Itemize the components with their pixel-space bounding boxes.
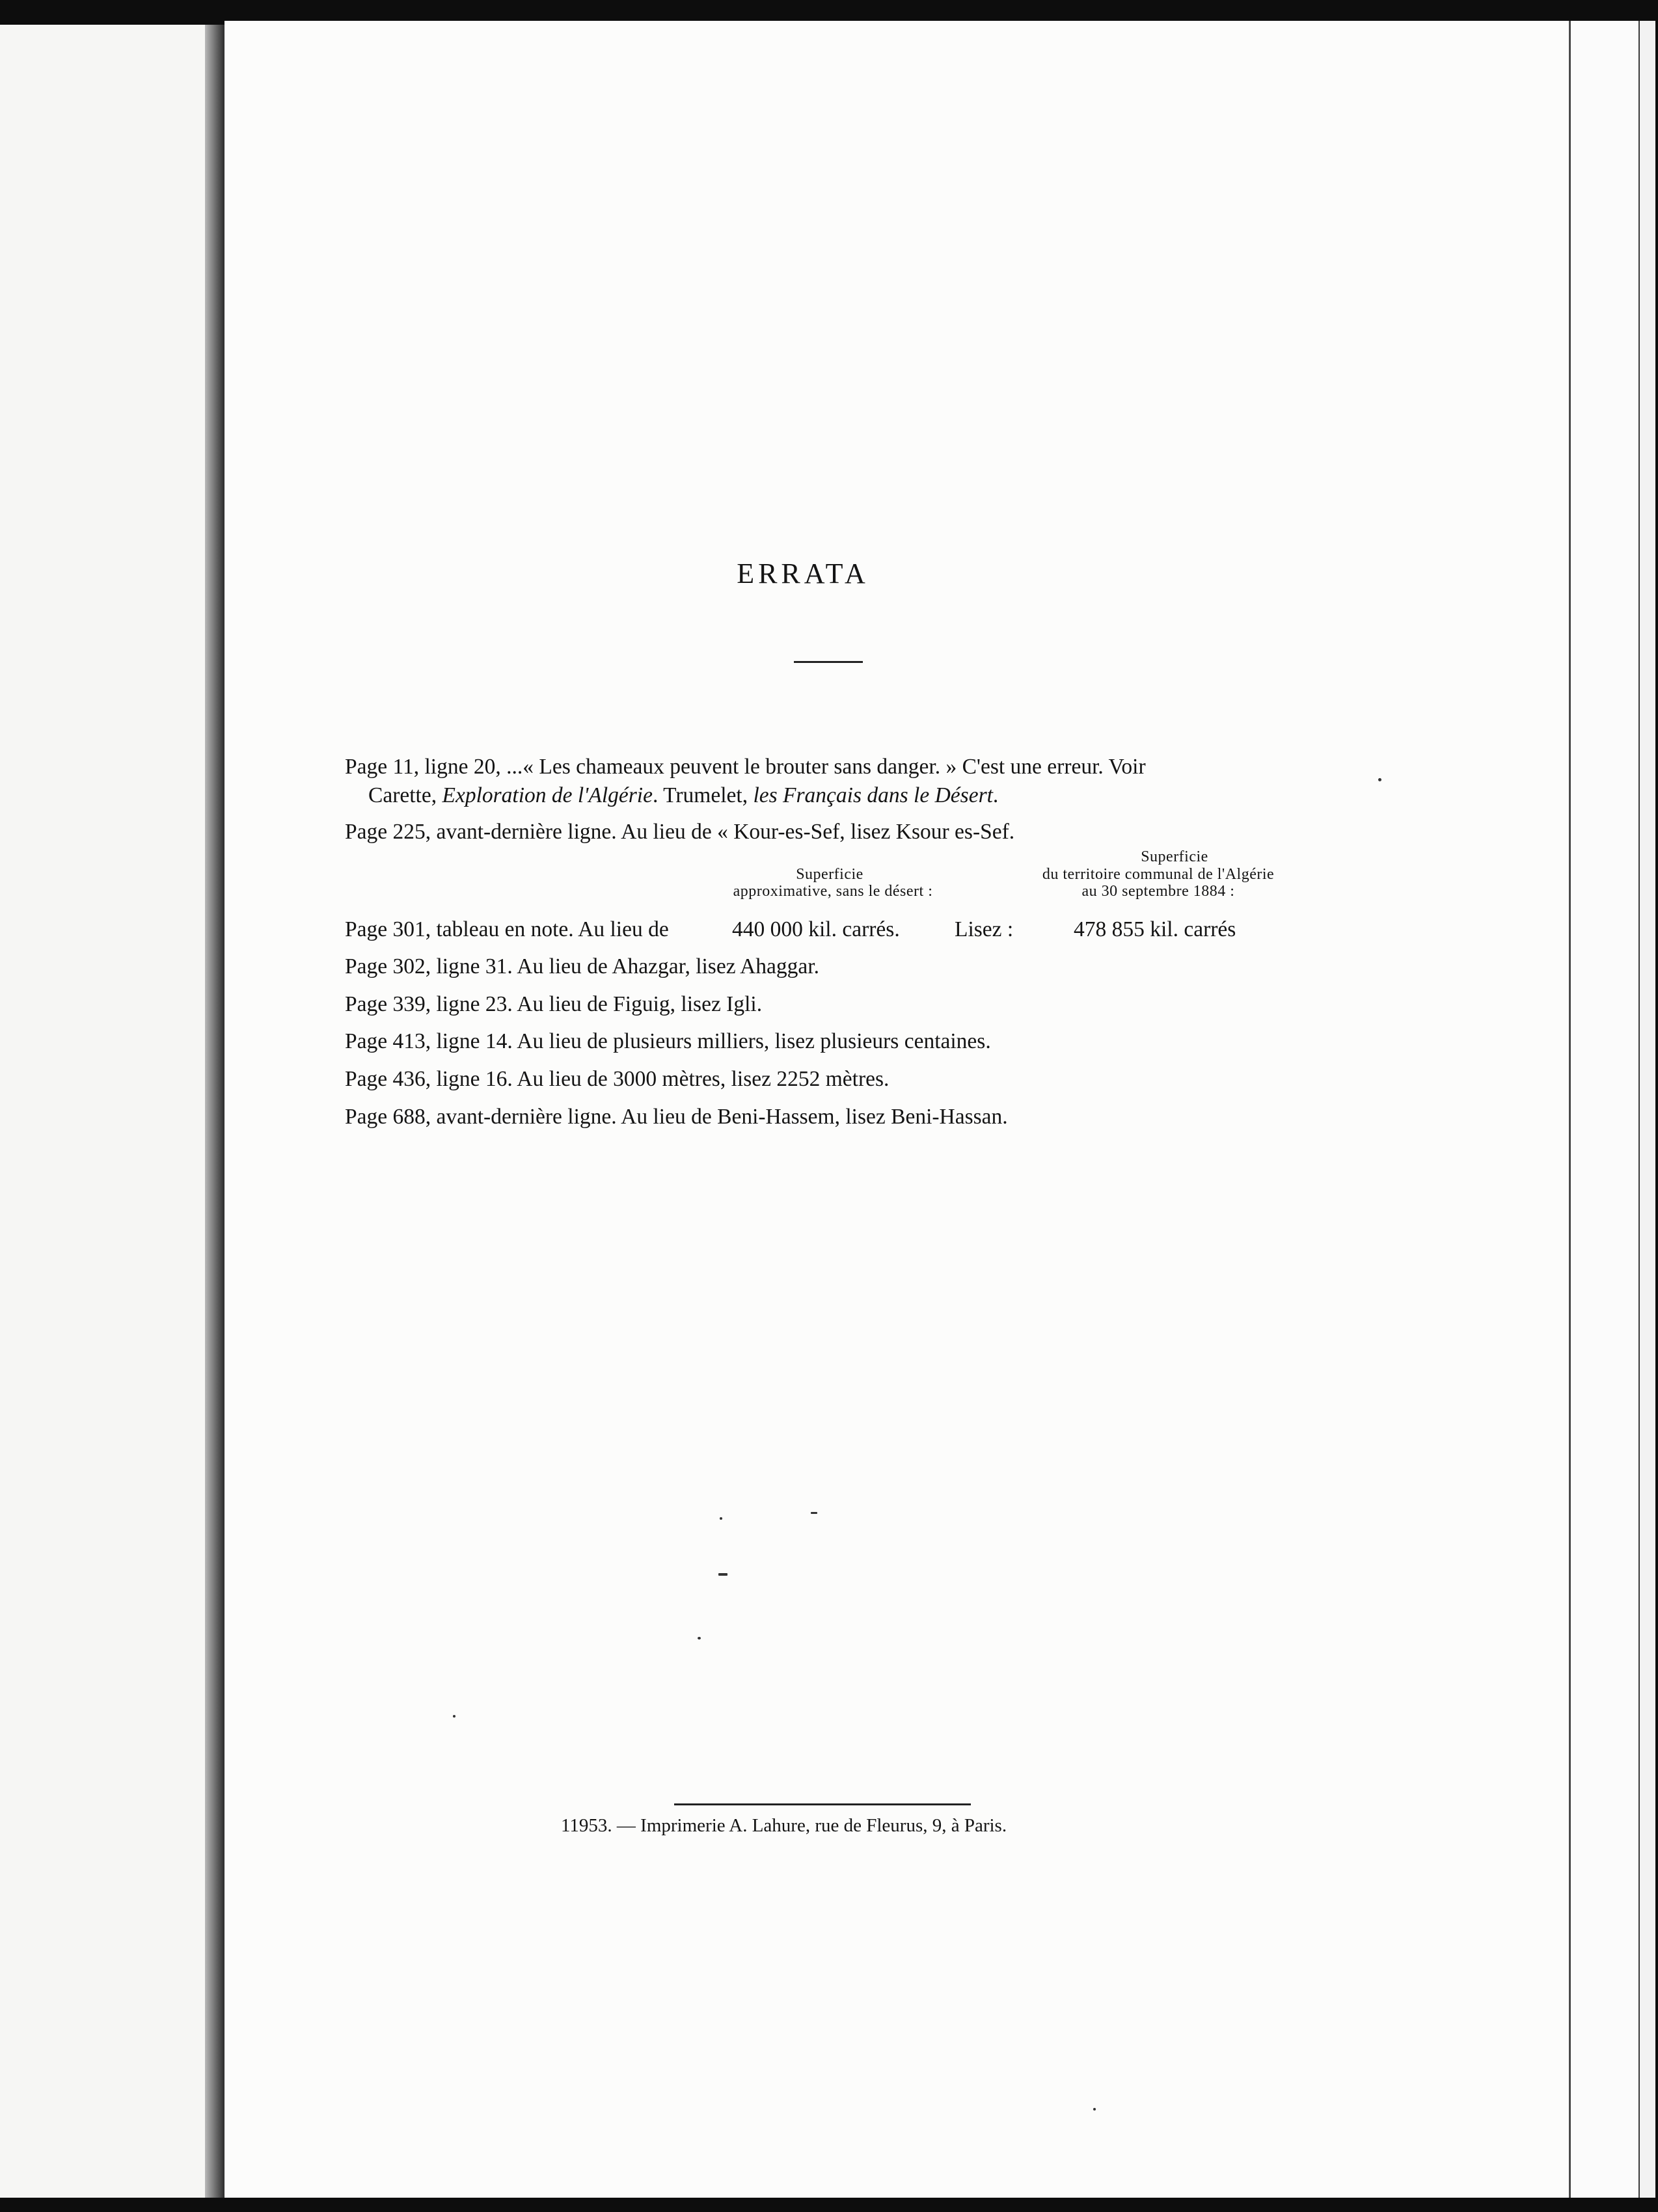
scan-speck bbox=[698, 1637, 701, 1639]
page-title: ERRATA bbox=[737, 558, 869, 589]
lisez-label: Lisez : bbox=[955, 917, 1014, 941]
citation-text: . bbox=[992, 783, 999, 807]
printer-imprint: 11953. — Imprimerie A. Lahure, rue de Fleurus, 9, à Paris. bbox=[561, 1815, 1007, 1836]
table-note-right-subheading: du territoire communal de l'Algérie bbox=[1042, 866, 1275, 883]
erratum-page-11-line-2 bbox=[368, 785, 998, 807]
erratum-page-413: Page 413, ligne 14. Au lieu de plusieurs milliers, lisez plusieurs centaines. bbox=[345, 1029, 991, 1053]
scan-speck bbox=[718, 1573, 727, 1576]
scan-speck bbox=[1093, 2108, 1096, 2111]
citation-title: les Français dans le Désert bbox=[753, 783, 993, 807]
scan-speck bbox=[811, 1512, 817, 1514]
scan-speck bbox=[720, 1517, 722, 1520]
erratum-page-339: Page 339, ligne 23. Au lieu de Figuig, lisez Igli. bbox=[345, 992, 763, 1016]
table-note-left-subheading: approximative, sans le désert : bbox=[733, 883, 933, 900]
citation-text: Carette, bbox=[368, 783, 442, 807]
footer-divider bbox=[674, 1803, 971, 1805]
title-divider bbox=[794, 661, 863, 663]
table-note-left-heading: Superficie bbox=[796, 866, 863, 883]
page-edge bbox=[1638, 21, 1655, 2198]
erratum-page-436: Page 436, ligne 16. Au lieu de 3000 mètres, lisez 2252 mètres. bbox=[345, 1067, 890, 1091]
citation-text: . Trumelet, bbox=[652, 783, 754, 807]
erratum-page-688: Page 688, avant-dernière ligne. Au lieu de Beni-Hassem, lisez Beni-Hassan. bbox=[345, 1105, 1008, 1129]
erratum-page-11-line-1: Page 11, ligne 20, ...« Les chameaux peuvent le brouter sans danger. » C'est une erreur. Voir bbox=[345, 755, 1146, 779]
old-value: 440 000 kil. carrés. bbox=[732, 917, 900, 941]
citation-title: Exploration de l'Algérie bbox=[442, 783, 653, 807]
table-note-right-heading: Superficie bbox=[1141, 848, 1208, 865]
erratum-page-225: Page 225, avant-dernière ligne. Au lieu de « Kour-es-Sef, lisez Ksour es-Sef. bbox=[345, 820, 1015, 844]
erratum-page-301: Page 301, tableau en note. Au lieu de bbox=[345, 917, 669, 941]
table-note-right-date: au 30 septembre 1884 : bbox=[1081, 883, 1235, 900]
scan-speck bbox=[453, 1715, 455, 1718]
new-value: 478 855 kil. carrés bbox=[1074, 917, 1236, 941]
erratum-page-302: Page 302, ligne 31. Au lieu de Ahazgar, lisez Ahaggar. bbox=[345, 954, 819, 978]
binding-shadow bbox=[205, 25, 224, 2198]
facing-page bbox=[0, 25, 211, 2198]
scan-speck bbox=[1378, 778, 1381, 781]
